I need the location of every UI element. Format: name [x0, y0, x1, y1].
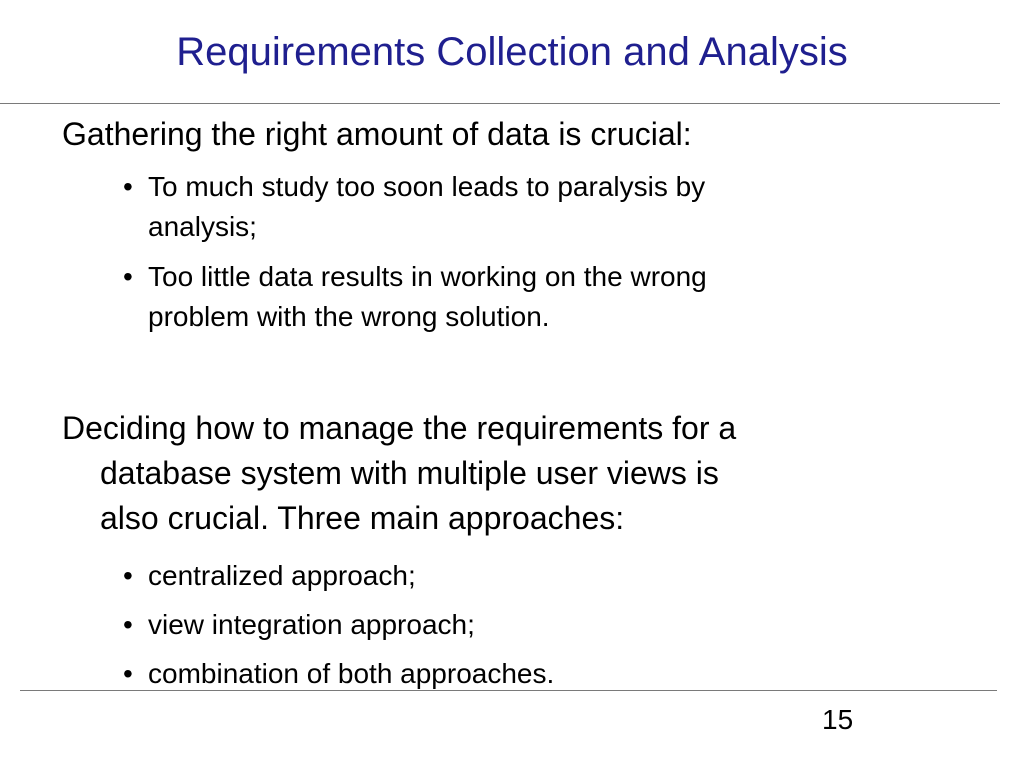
- page-number: 15: [822, 704, 854, 735]
- bullet-item: [114, 654, 554, 694]
- title-divider: [0, 103, 1000, 104]
- bullet-line: view integration approach;: [148, 609, 475, 640]
- section-1-bullet-list: [114, 167, 707, 337]
- section-2-heading-line: Deciding how to manage the requirements for a: [62, 410, 737, 446]
- bullet-dot-icon: •: [123, 658, 133, 689]
- bullet-item: [114, 167, 707, 247]
- bullet-dot-icon: •: [123, 609, 133, 640]
- bullet-line: analysis;: [148, 211, 257, 242]
- slide-title: Requirements Collection and Analysis: [176, 30, 848, 74]
- bullet-line: To much study too soon leads to paralysis by: [148, 171, 706, 202]
- bullet-line: combination of both approaches.: [148, 658, 555, 689]
- section-2-heading: [62, 406, 736, 541]
- section-2-heading-line: also crucial. Three main approaches:: [100, 500, 625, 536]
- bullet-line: Too little data results in working on the wrong: [148, 261, 707, 292]
- bullet-line: centralized approach;: [148, 560, 416, 591]
- section-2-bullet-list: [114, 556, 554, 694]
- bullet-item: [114, 556, 554, 596]
- footer-divider: [20, 690, 997, 691]
- bullet-item: [114, 605, 554, 645]
- section-1-heading-line: Gathering the right amount of data is crucial:: [62, 116, 692, 152]
- section-2-heading-line: database system with multiple user views is: [100, 455, 719, 491]
- bullet-dot-icon: •: [123, 261, 133, 292]
- section-1-heading: [62, 112, 692, 157]
- bullet-item: [114, 257, 707, 337]
- bullet-line: problem with the wrong solution.: [148, 301, 550, 332]
- bullet-dot-icon: •: [123, 171, 133, 202]
- bullet-dot-icon: •: [123, 560, 133, 591]
